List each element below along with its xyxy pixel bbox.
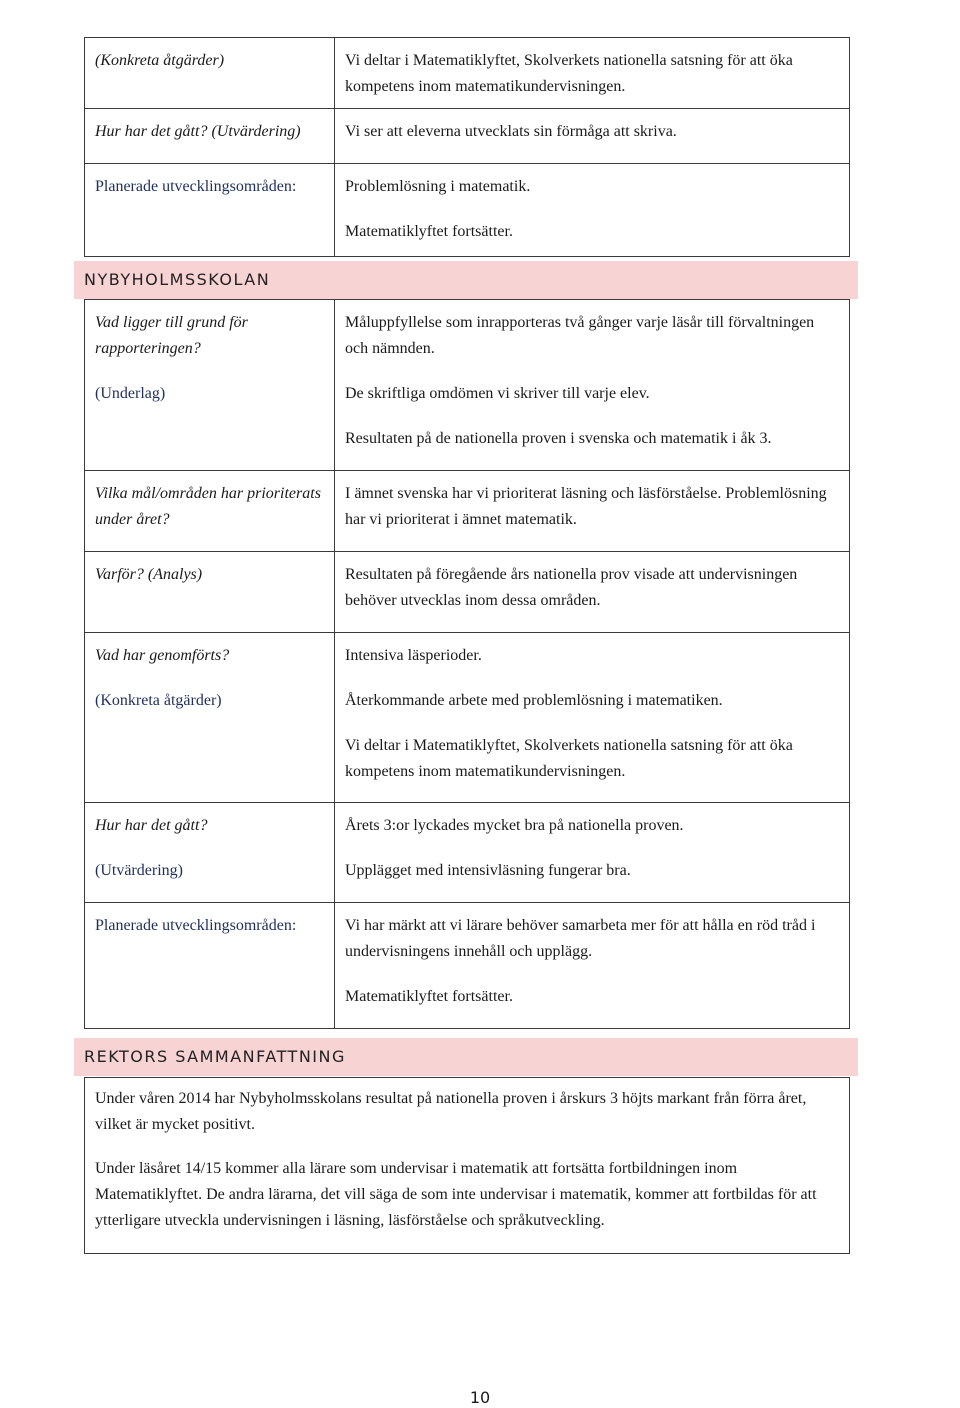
row-content-cell [335,109,850,164]
table-row [85,903,850,1029]
row-label-cell [85,300,335,471]
summary-box [84,1077,850,1254]
table-row [85,803,850,903]
nybyholmsskolan-table [84,299,850,1029]
row-label-cell [85,633,335,803]
table-row [85,38,850,109]
row-text: Vi ser att eleverna utvecklats sin förmåga att skriva. [345,123,677,140]
row-text: Måluppfyllelse som inrapporteras två gånger varje läsår till förvaltningen och nämnden. [345,314,815,357]
row-label: Vad ligger till grund för rapporteringen? [95,314,248,357]
row-text: Upplägget med intensivläsning fungerar bra. [345,862,631,879]
row-label-cell [85,164,335,257]
row-label: Vilka mål/områden har prioriterats under året? [95,485,321,528]
row-text: Vi deltar i Matematiklyftet, Skolverkets nationella satsning för att öka kompetens inom matematikundervisningen. [345,52,793,95]
row-label: (Utvärdering) [95,862,183,879]
table-row [85,109,850,164]
row-content-cell [335,300,850,471]
row-label-cell [85,903,335,1029]
summary-paragraph: Under våren 2014 har Nybyholmsskolans resultat på nationella proven i årskurs 3 höjts markant från förra året, vilket är mycket positivt. [95,1090,807,1133]
row-text: I ämnet svenska har vi prioriterat läsning och läsförståelse. Problemlösning har vi prioriterat i ämnet matematik. [345,485,827,528]
row-label: (Underlag) [95,385,166,402]
row-content-cell [335,803,850,903]
row-label: Hur har det gått? (Utvärdering) [95,123,301,140]
row-text: Matematiklyftet fortsätter. [345,988,513,1005]
row-label: Varför? (Analys) [95,566,203,583]
row-label: Planerade utvecklingsområden: [95,178,297,195]
row-text: Resultaten på föregående års nationella prov visade att undervisningen behöver utvecklas inom dessa områden. [345,566,798,609]
row-text: Matematiklyftet fortsätter. [345,223,513,240]
row-text: De skriftliga omdömen vi skriver till varje elev. [345,385,650,402]
row-content-cell [335,164,850,257]
nybyholmsskolan-heading: NYBYHOLMSSKOLAN [74,261,858,299]
summary-paragraph: Under läsåret 14/15 kommer alla lärare som undervisar i matematik att fortsätta fortbildningen inom Matematiklyftet. De andra lärarna, det vill säga de som inte undervisar i matematik, kommer att fortbildas för att ytterligare utveckla undervisningen i läsning, läsförståelse och språkutveckling. [95,1160,817,1229]
page-number: 10 [469,1388,491,1407]
row-label-cell [85,38,335,109]
table-row [85,471,850,552]
table-row [85,164,850,257]
row-label-cell [85,552,335,633]
row-text: Vi har märkt att vi lärare behöver samarbeta mer för att hålla en röd tråd i undervisningens innehåll och upplägg. [345,917,816,960]
table-row [85,552,850,633]
row-content-cell [335,903,850,1029]
row-label-cell [85,803,335,903]
row-label: (Konkreta åtgärder) [95,692,222,709]
row-text: Intensiva läsperioder. [345,647,482,664]
rektors-sammanfattning-heading: REKTORS SAMMANFATTNING [74,1038,858,1076]
row-label: Vad har genomförts? [95,647,230,664]
row-content-cell [335,38,850,109]
row-label-cell [85,109,335,164]
row-text: Vi deltar i Matematiklyftet, Skolverkets nationella satsning för att öka kompetens inom matematikundervisningen. [345,737,793,780]
row-text: Återkommande arbete med problemlösning i matematiken. [345,692,723,709]
row-label: Hur har det gått? [95,817,208,834]
row-content-cell [335,471,850,552]
row-content-cell [335,633,850,803]
row-label: Planerade utvecklingsområden: [95,917,297,934]
row-content-cell [335,552,850,633]
table-row [85,633,850,803]
previous-school-table [84,37,850,257]
row-label: (Konkreta åtgärder) [95,52,225,69]
row-text: Problemlösning i matematik. [345,178,531,195]
row-text: Årets 3:or lyckades mycket bra på nationella proven. [345,817,684,834]
table-row [85,300,850,471]
row-text: Resultaten på de nationella proven i svenska och matematik i åk 3. [345,430,772,447]
row-label-cell [85,471,335,552]
